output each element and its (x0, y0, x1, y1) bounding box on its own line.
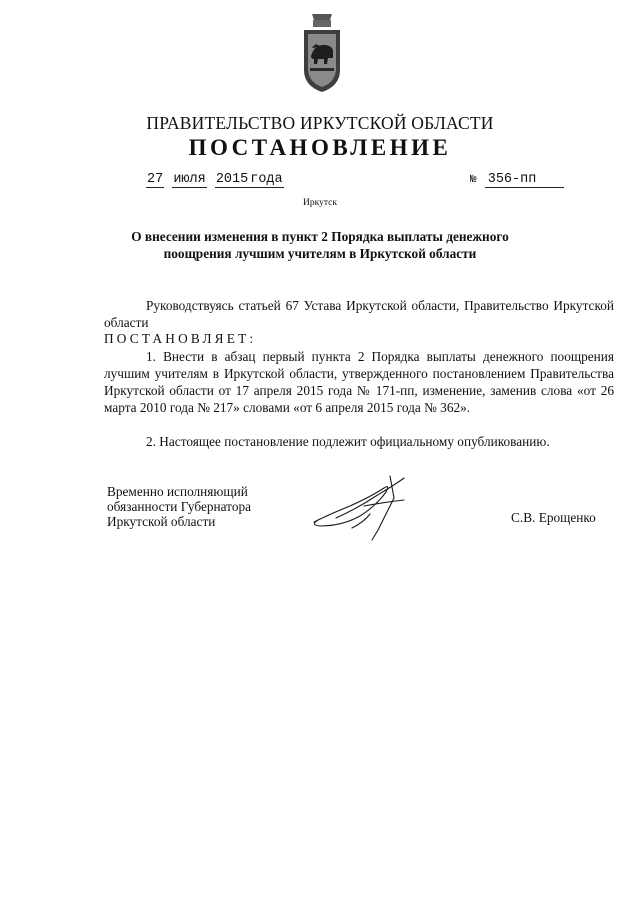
signer-position-line-3: Иркутской области (107, 514, 216, 529)
document-title (112, 228, 528, 262)
city-label: Иркутск (303, 198, 337, 208)
date-year: 2015 (215, 172, 249, 187)
government-name: ПРАВИТЕЛЬСТВО ИРКУТСКОЙ ОБЛАСТИ (146, 113, 494, 133)
date-suffix: года (250, 172, 283, 187)
document-number (470, 172, 564, 188)
resolve-word: ПОСТАНОВЛЯЕТ: (104, 331, 257, 346)
number-value: 356-пп (485, 172, 564, 188)
coat-of-arms-icon (300, 12, 344, 96)
document-date (146, 172, 284, 187)
handwritten-signature-icon (300, 470, 420, 545)
item-1-paragraph: 1. Внести в абзац первый пункта 2 Порядка выплаты денежного поощрения лучшим учителям в Иркутской области, утвержденного постановлением Правительства Иркутской области от 17 апреля 2015 года № 171-пп, изменение, заменив слова «от 26 марта 2010 года № 217» словами «от 6 апреля 2015 года № 362». (104, 349, 614, 415)
signer-position-line-1: Временно исполняющий (107, 484, 248, 499)
signer-position (107, 484, 251, 529)
document-type-heading: ПОСТАНОВЛЕНИЕ (188, 135, 452, 160)
date-month: июля (173, 172, 206, 187)
number-sign: № (470, 174, 477, 186)
signer-name: С.В. Ерощенко (511, 510, 596, 525)
basis-paragraph: Руководствуясь статьей 67 Устава Иркутской области, Правительство Иркутской области (104, 298, 614, 330)
signer-position-line-2: обязанности Губернатора (107, 499, 252, 514)
title-line-2: поощрения лучшим учителям в Иркутской области (163, 246, 477, 261)
item-2-paragraph: 2. Настоящее постановление подлежит официальному опубликованию. (146, 434, 550, 449)
date-day: 27 (147, 172, 164, 187)
title-line-1: О внесении изменения в пункт 2 Порядка выплаты денежного (131, 229, 509, 244)
